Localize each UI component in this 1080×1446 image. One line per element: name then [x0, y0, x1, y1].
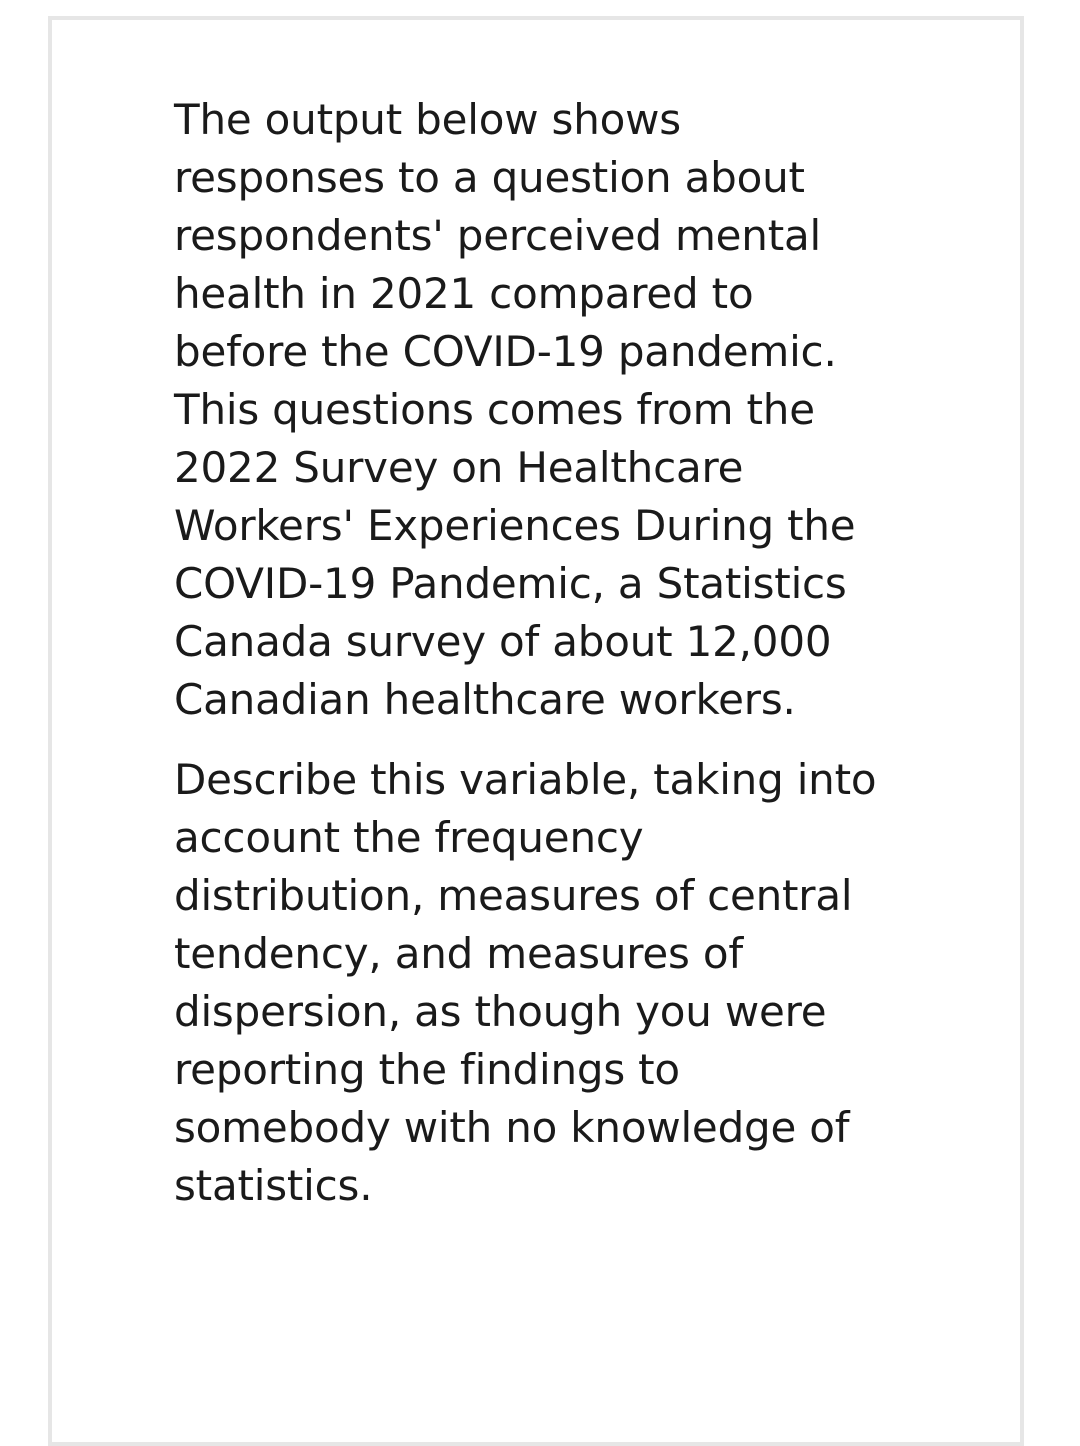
instruction-paragraph: Describe this variable, taking into account the frequency distribution, measures of central tendency, and measures of dispersion, as though you were reporting the findings to somebody with no knowledge of statistics. — [174, 755, 877, 1210]
context-paragraph: The output below shows responses to a question about respondents' perceived mental health in 2021 compared to before the COVID-19 pandemic. This questions comes from the 2022 Survey on Healthcare Workers' Experiences During the COVID-19 Pandemic, a Statistics Canada survey of about 12,000 Canadian healthcare workers. — [174, 95, 856, 724]
question-text — [174, 91, 904, 1215]
